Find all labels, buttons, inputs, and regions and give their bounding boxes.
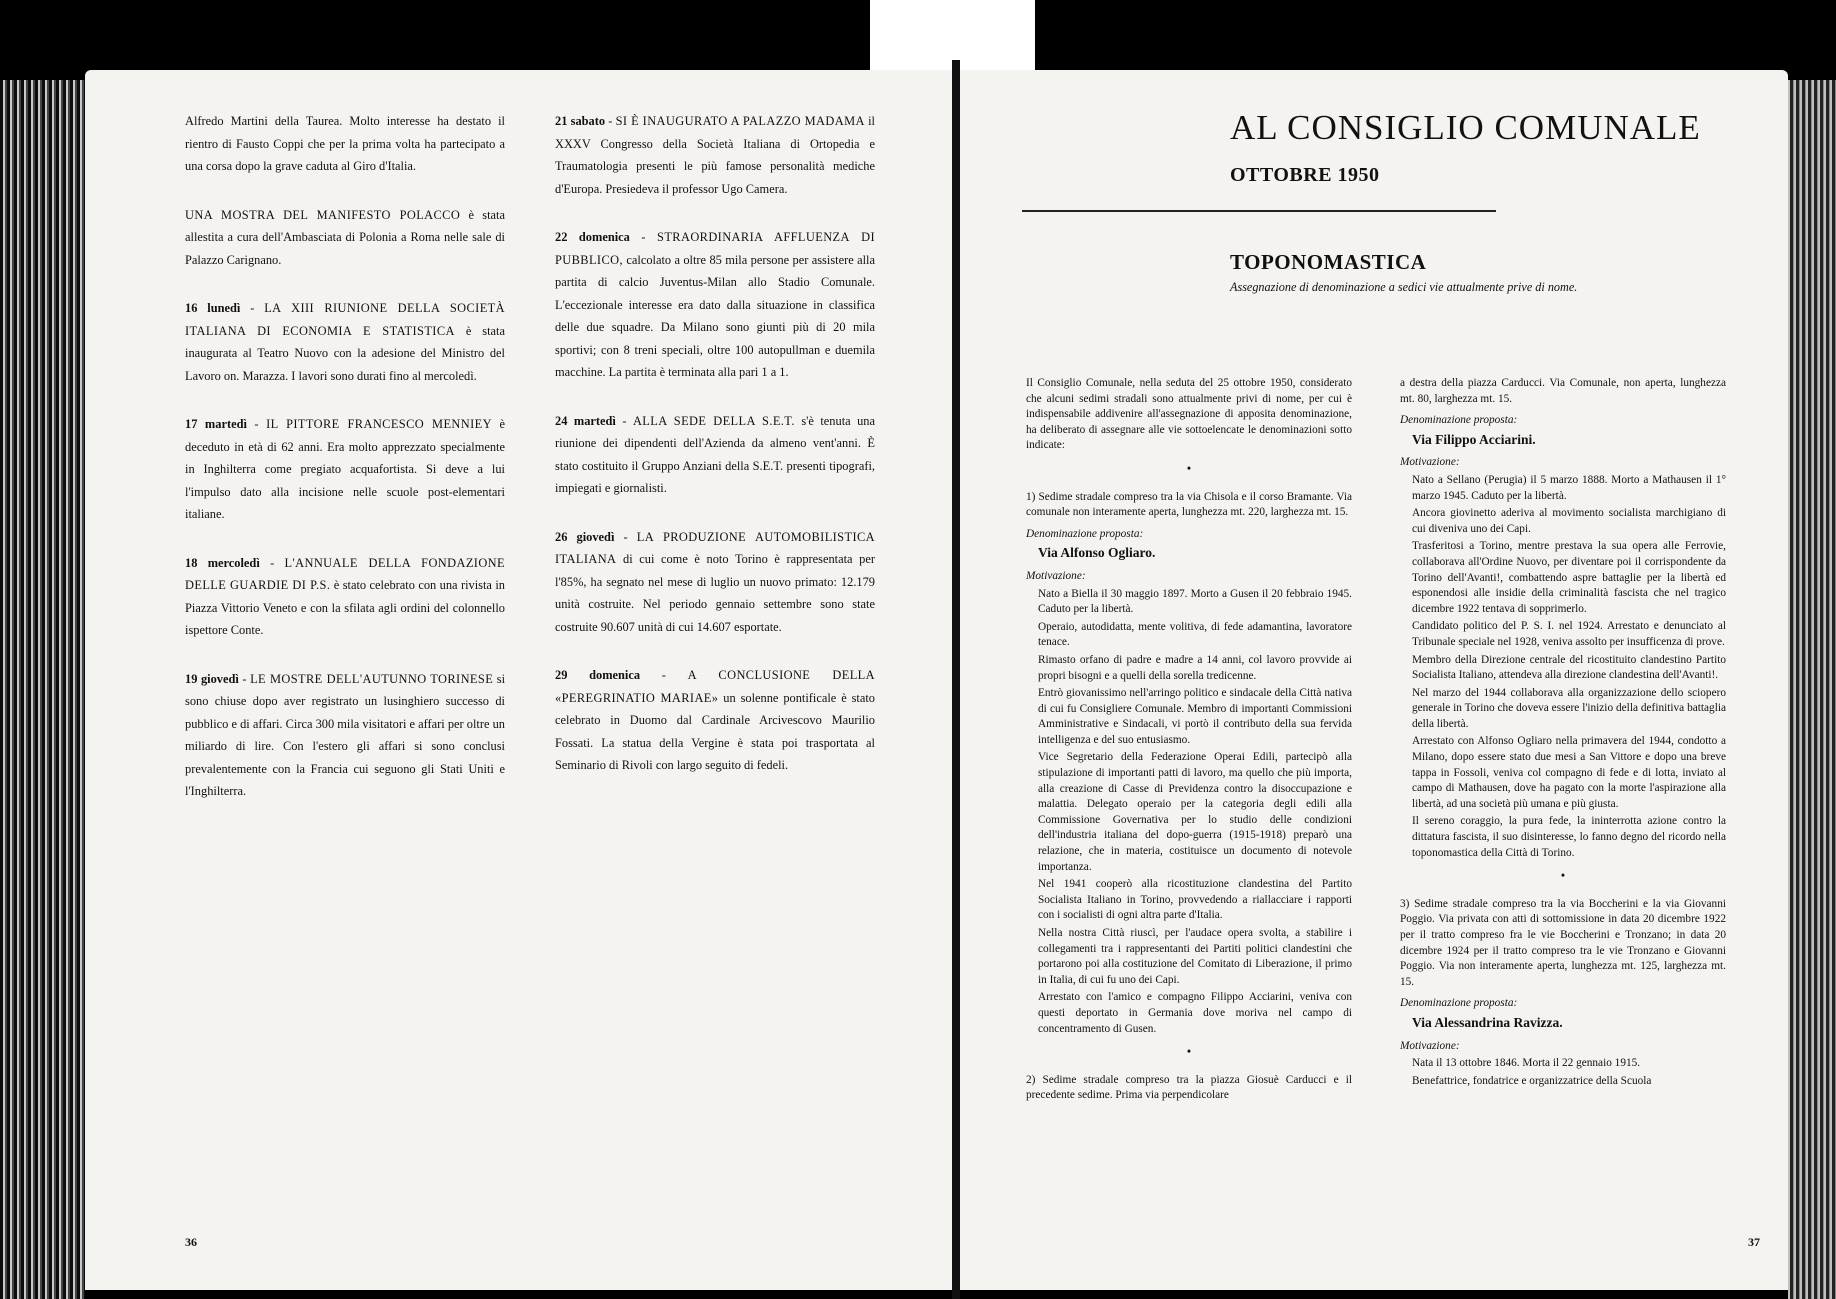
separator-dot: • [1561, 870, 1565, 883]
page-number-right: 37 [1748, 1235, 1760, 1249]
entry-date: 26 giovedì [555, 529, 615, 544]
page-subtitle: OTTOBRE 1950 [1230, 164, 1380, 186]
proposal-label: Denominazione proposta: [1400, 414, 1518, 427]
entry-date: 22 domenica [555, 230, 630, 244]
left-page [85, 70, 952, 1290]
motivation-paragraph: Trasferitosi a Torino, mentre prestava la sua opera alle Ferrovie, collaborava all'Ordine Nuovo, per diventare poi il corrispondente da Torino dell'Avanti!, combattendo aspre battaglie per la libertà ed esponendosi alle insidie della criminalità fascista che nel tragico dicembre 1922 tentava di sopprimerlo. [1412, 540, 1726, 615]
motivation-paragraph: Ancora giovinetto aderiva al movimento socialista marchigiano di cui diveniva uno dei Capi. [1412, 507, 1726, 535]
chronicle-entry [185, 110, 505, 178]
entry-heading: STRAORDINARIA AFFLUENZA DI PUBBLICO, [555, 230, 875, 267]
item-3-description: 3) Sedime stradale compreso tra la via Boccherini e la via Giovanni Poggio. Via privata con atti di sottomissione in data 20 dicembre 1922 per il tratto compreso fra le vie Boccherini e Tronzano; in data 20 dicembre 1924 per il tratto compreso tra le vie Tronzano e Giovanni Poggio. Via non interamente aperta, lunghezza mt. 125, larghezza mt. 15. [1400, 897, 1726, 988]
entry-body: calcolato a oltre 85 mila persone per assistere alla partita di calcio Juventus-Milan allo Stadio Comunale. L'eccezionale interesse era dato dalla situazione in classifica delle due squadre. Da Milano sono giunti più di 20 mila sportivi; con 8 treni speciali, oltre 100 autopullman e duemila macchine. La partita è terminata alla pari 1 a 1. [555, 252, 875, 379]
motivation-2 [1400, 473, 1726, 861]
motivation-paragraph: Operaio, autodidatta, mente volitiva, di fede adamantina, lavoratore tenace. [1038, 620, 1352, 649]
motivation-paragraph: Vice Segretario della Federazione Operai Edili, partecipò alla stipulazione di importanti patti di lavoro, ma quello che più importa, alla creazione di Casse di Previdenza contro la disoccupazione e malattia. Delegato operaio per la categoria degli edili alla Commissione Governativa per lo studio delle condizioni dell'industria italiana del dopo-guerra (1915-1918) preparò una relazione, che in materia, costituisce un documento di notevole importanza. [1038, 751, 1352, 873]
motivation-label: Motivazione: [1026, 569, 1086, 582]
entry-date: 18 mercoledì [185, 555, 260, 570]
motivation-paragraph: Nel 1941 cooperò alla ricostituzione clandestina del Partito Socialista Italiano in Torino, provvedendo a riallacciare i rapporti con i socialisti di ogni altra parte d'Italia. [1038, 878, 1352, 922]
chronicle-entry: 26 giovedì - LA PRODUZIONE AUTOMOBILISTICA ITALIANA di cui come è noto Torino è rappresentata per l'85%, ha segnato nel mese di luglio un nuovo primato: 12.179 unità costruite. Nel periodo gennaio settembre sono state costruite 90.607 unità di cui 14.607 esportate. [555, 529, 875, 634]
motivation-1 [1026, 587, 1352, 1038]
entry-date: 17 martedì [185, 417, 247, 431]
motivation-paragraph: Entrò giovanissimo nell'arringo politico e sindacale della Città nativa di cui fu Consigliere Comunale. Membro di importanti Commissioni Amministrative e Sindacali, vi portò il contributo della sua fervida intelligenza e del suo entusiasmo. [1038, 687, 1352, 746]
entry-date: 16 lunedì [185, 301, 241, 315]
entry-date: 29 domenica [555, 668, 641, 682]
motivation-paragraph: Arrestato con Alfonso Ogliaro nella primavera del 1944, condotto a Milano, dopo essere stato due mesi a San Vittore e dopo una breve tappa in Fossoli, veniva col compagno di fede e di lotta, inviato al campo di Mathausen, dove ha pagato con la morte l'aspirazione alla libertà, ad una società più umana e più giusta. [1412, 735, 1726, 810]
section-title: TOPONOMASTICA [1230, 250, 1427, 274]
entry-body: s'è tenuta una riunione dei dipendenti dell'Azienda da almeno vent'anni. È stato costituito il Gruppo Anziani della S.E.T. presenti tipografi, impiegati e giornalisti. [555, 413, 876, 495]
entry-body: un solenne pontificale è stato celebrato in Duomo dal Cardinale Arcivescovo Maurilio Fossati. La statua della Vergine è stata poi trasportata al Seminario di Rivoli con largo seguito di fedeli. [555, 690, 876, 772]
entry-heading: L'ANNUALE DELLA FONDAZIONE DELLE GUARDIE DI P.S. [185, 555, 505, 592]
motivation-paragraph: Rimasto orfano di padre e madre a 14 anni, col lavoro provvide ai propri bisogni e a quelli della sorella tredicenne. [1038, 653, 1352, 682]
right-column-2 [1400, 376, 1726, 1091]
motivation-paragraph: Benefattrice, fondatrice e organizzatrice della Scuola [1412, 1074, 1652, 1087]
chronicle-entry: 17 martedì - IL PITTORE FRANCESCO MENNIEY è deceduto in età di 62 anni. Era molto apprezzato specialmente in Inghilterra come pregiato acquafortista. Si deve a lui l'impulso dato alla incisione nelle scuole post-elementari italiane. [185, 417, 505, 521]
separator-dot: • [1187, 462, 1191, 475]
book-gutter [952, 60, 960, 1299]
item-2-description: 2) Sedime stradale compreso tra la piazza Giosuè Carducci e il precedente sedime. Prima via perpendicolare [1026, 1073, 1352, 1102]
entry-heading: SI È INAUGURATO A PALAZZO MADAMA [615, 114, 865, 128]
motivation-paragraph: Arrestato con l'amico e compagno Filippo Acciarini, veniva con questi deportato in Germania dove moriva nel campo di concentramento di Gusen. [1038, 991, 1352, 1035]
proposal-label: Denominazione proposta: [1400, 997, 1518, 1010]
page-title: AL CONSIGLIO COMUNALE [1230, 108, 1701, 147]
entry-heading: IL PITTORE FRANCESCO MENNIEY [266, 417, 492, 431]
motivation-paragraph: Nato a Sellano (Perugia) il 5 marzo 1888. Morto a Mathausen il 1° marzo 1945. Caduto per la libertà. [1412, 473, 1726, 502]
entry-body: Alfredo Martini della Taurea. Molto interesse ha destato il rientro di Fausto Coppi che per la prima volta ha partecipato a una corsa dopo la grave caduta al Giro d'Italia. [185, 114, 505, 173]
item-1-description: 1) Sedime stradale compreso tra la via Chisola e il corso Bramante. Via comunale non interamente aperta, lunghezza mt. 220, larghezza mt. 15. [1026, 490, 1352, 519]
motivation-label: Motivazione: [1400, 456, 1460, 469]
proposal-label: Denominazione proposta: [1026, 527, 1144, 540]
motivation-paragraph: Nel marzo del 1944 collaborava alla organizzazione dello sciopero generale in Torino che doveva essere l'inizio della definitiva battaglia della libertà. [1412, 686, 1726, 730]
entry-body: di cui come è noto Torino è rappresentata per l'85%, ha segnato nel mese di luglio un nuovo primato: 12.179 unità costruite. Nel periodo gennaio settembre sono state costruite 90.607 unità di cui 14.607 esportate. [555, 552, 875, 634]
chronicle-entry: 21 sabato - SI È INAUGURATO A PALAZZO MADAMA il XXXV Congresso della Società Italiana di Ortopedia e Traumatologia presenti le più famose personalità mediche d'Europa. Presiedeva il professor Ugo Camera. [555, 114, 875, 196]
chronicle-entry: 22 domenica - STRAORDINARIA AFFLUENZA DI PUBBLICO, calcolato a oltre 85 mila persone per assistere alla partita di calcio Juventus-Milan allo Stadio Comunale. L'eccezionale interesse era dato dalla situazione in classifica delle due squadre. Da Milano sono giunti più di 20 mila sportivi; con 8 treni speciali, oltre 100 autopullman e duemila macchine. La partita è terminata alla pari 1 a 1. [555, 230, 875, 379]
entry-heading: UNA MOSTRA DEL MANIFESTO POLACCO [185, 207, 461, 222]
book-page-edges-left [0, 80, 85, 1299]
entry-body: si sono chiuse dopo aver registrato un lusinghiero successo di pubblico e di affari. Circa 300 mila visitatori e affari per oltre un miliardo di lire. Con l'estero gli affari si sono conclusi prevalentemente con la Francia cui seguono gli Stati Uniti e l'Inghilterra. [185, 671, 506, 798]
entry-heading: A CONCLUSIONE DELLA «PEREGRINATIO MARIAE» [555, 668, 875, 705]
proposed-name-3: Via Alessandrina Ravizza. [1412, 1014, 1563, 1030]
entry-date: 19 giovedì [185, 671, 239, 686]
entry-body: il XXXV Congresso della Società Italiana di Ortopedia e Traumatologia presenti le più famose personalità mediche d'Europa. Presiedeva il professor Ugo Camera. [555, 114, 875, 196]
intro-paragraph: Il Consiglio Comunale, nella seduta del 25 ottobre 1950, considerato che alcuni sedimi stradali sono attualmente privi di nome, per cui è indispensabile addivenire all'assegnazione di apposita denominazione, ha deliberato di assegnare alle vie sottoelencate le denominazioni sotto indicate: [1026, 377, 1352, 452]
motivation-paragraph: Il sereno coraggio, la pura fede, la ininterrotta azione contro la dittatura fascista, il suo disinteresse, lo fanno degno del ricordo nella toponomastica della Città di Torino. [1412, 815, 1726, 859]
motivation-paragraph: Membro della Direzione centrale del ricostituito clandestino Partito Socialista Italiano, attendeva alla direzione clandestina dell'Avanti!. [1412, 653, 1726, 682]
chronicle-entry: 24 martedì - ALLA SEDE DELLA S.E.T. s'è tenuta una riunione dei dipendenti dell'Azienda da almeno vent'anni. È stato costituito il Gruppo Anziani della S.E.T. presenti tipografi, impiegati e giornalisti. [555, 413, 876, 495]
section-subtitle: Assegnazione di denominazione a sedici vie attualmente prive di nome. [1230, 280, 1578, 294]
motivation-paragraph: Nella nostra Città riuscì, per l'audace opera svolta, a stabilire i collegamenti tra i rappresentanti dei Partiti politici clandestini che portarono poi alla costituzione del Comitato di Liberazione, il primo in Italia, di cui fu uno dei Capi. [1038, 927, 1352, 986]
item-2-continued: a destra della piazza Carducci. Via Comunale, non aperta, lunghezza mt. 80, larghezza mt. 15. [1400, 377, 1726, 405]
entry-date: 24 martedì [555, 413, 616, 428]
motivation-label: Motivazione: [1400, 1039, 1460, 1052]
motivation-paragraph: Nata il 13 ottobre 1846. Morta il 22 gennaio 1915. [1412, 1057, 1641, 1070]
book-page-edges-right [1788, 80, 1836, 1299]
entry-heading: LA PRODUZIONE AUTOMOBILISTICA ITALIANA [555, 529, 875, 566]
proposed-name-1: Via Alfonso Ogliaro. [1038, 545, 1156, 561]
motivation-3 [1400, 1056, 1726, 1089]
motivation-paragraph: Candidato politico del P. S. I. nel 1924. Arrestato e denunciato al Tribunale speciale nel 1928, veniva assolto per insufficenza di prove. [1412, 620, 1726, 648]
chronicle-entry: 19 giovedì - LE MOSTRE DELL'AUTUNNO TORINESE si sono chiuse dopo aver registrato un lusinghiero successo di pubblico e di affari. Circa 300 mila visitatori e affari per oltre un miliardo di lire. Con l'estero gli affari si sono conclusi prevalentemente con la Francia cui seguono gli Stati Uniti e l'Inghilterra. [185, 671, 506, 798]
proposed-name-2: Via Filippo Acciarini. [1412, 431, 1536, 447]
right-column-1 [1026, 376, 1352, 1106]
entry-date: 21 sabato [555, 114, 606, 128]
entry-heading: ALLA SEDE DELLA S.E.T. [632, 413, 795, 428]
chronicle-entry: 18 mercoledì - L'ANNUALE DELLA FONDAZIONE DELLE GUARDIE DI P.S. è stato celebrato con una rivista in Piazza Vittorio Veneto e con la sfilata agli ordini del colonnello ispettore Conte. [185, 555, 505, 637]
chronicle-entry: 29 domenica - A CONCLUSIONE DELLA «PEREGRINATIO MARIAE» un solenne pontificale è stato celebrato in Duomo dal Cardinale Arcivescovo Maurilio Fossati. La statua della Vergine è stata poi trasportata al Seminario di Rivoli con largo seguito di fedeli. [555, 668, 876, 772]
right-page [960, 70, 1788, 1290]
entry-body: è stata inaugurata al Teatro Nuovo con la adesione del Ministro del Lavoro on. Marazza. I lavori sono durati fino al mercoledì. [185, 323, 505, 383]
entry-heading: LA XIII RIUNIONE DELLA SOCIETÀ ITALIANA DI ECONOMIA E STATISTICA [185, 301, 505, 338]
entry-body: è stato celebrato con una rivista in Piazza Vittorio Veneto e con la sfilata agli ordini del colonnello ispettore Conte. [185, 578, 505, 637]
left-column-1 [185, 110, 505, 829]
page-number-left: 36 [185, 1235, 197, 1249]
entry-body: è deceduto in età di 62 anni. Era molto apprezzato specialmente in Inghilterra come pregiato acquafortista. Si deve a lui l'impulso dato alla incisione nelle scuole post-elementari italiane. [185, 417, 505, 521]
left-column-2 [555, 110, 875, 803]
title-rule [1022, 210, 1496, 212]
entry-heading: LE MOSTRE DELL'AUTUNNO TORINESE [250, 671, 494, 686]
entry-body: è stata allestita a cura dell'Ambasciata di Polonia a Roma nelle sale di Palazzo Carignano. [185, 207, 505, 267]
separator-dot: • [1187, 1046, 1191, 1059]
chronicle-entry: 16 lunedì - LA XIII RIUNIONE DELLA SOCIETÀ ITALIANA DI ECONOMIA E STATISTICA è stata inaugurata al Teatro Nuovo con la adesione del Ministro del Lavoro on. Marazza. I lavori sono durati fino al mercoledì. [185, 301, 505, 383]
chronicle-entry [185, 204, 505, 272]
motivation-paragraph: Nato a Biella il 30 maggio 1897. Morto a Gusen il 20 febbraio 1945. Caduto per la libertà. [1038, 587, 1352, 616]
